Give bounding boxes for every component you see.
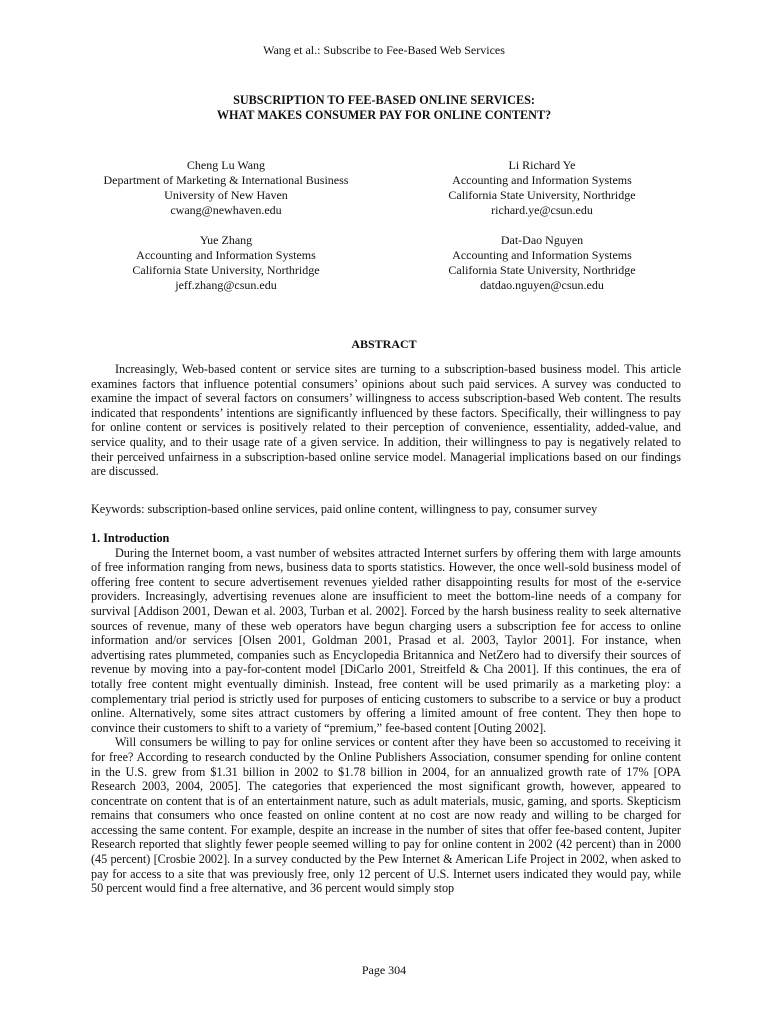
author-organization: California State University, Northridge <box>448 263 636 277</box>
paper-title <box>0 93 768 123</box>
author-block <box>392 233 692 293</box>
abstract-paragraph: Increasingly, Web-based content or service sites are turning to a subscription-based business model. This article examines factors that influence potential consumers’ opinions about such paid services. A survey was conducted to examine the impact of several factors on consumers’ willingness to access subscription-based Web content. The results indicated that respondents’ intentions are significantly influenced by these factors. Specifically, their willingness to pay for online content or services is positively related to their perception of convenience, essentiality, added-value, and service quality, and to their usage rate of a given service. In addition, their willingness to pay is negatively related to their perceived unfairness in a subscription-based online service model. Managerial implications based on our findings are discussed. <box>91 362 681 479</box>
author-department: Accounting and Information Systems <box>452 173 632 187</box>
author-name: Dat-Dao Nguyen <box>500 233 584 247</box>
paper-title-line-1: SUBSCRIPTION TO FEE-BASED ONLINE SERVICES: <box>233 93 535 107</box>
introduction-section <box>91 531 681 896</box>
author-name: Cheng Lu Wang <box>186 158 266 172</box>
author-email: richard.ye@csun.edu <box>491 203 593 217</box>
author-name: Yue Zhang <box>199 233 253 247</box>
running-header: Wang et al.: Subscribe to Fee-Based Web Services <box>263 43 505 57</box>
abstract-body <box>91 362 681 479</box>
author-block <box>76 158 376 218</box>
keywords-line: Keywords: subscription-based online services, paid online content, willingness to pay, consumer survey <box>91 502 598 516</box>
abstract-heading: ABSTRACT <box>351 337 417 351</box>
author-email: jeff.zhang@csun.edu <box>175 278 277 292</box>
body-paragraph: Will consumers be willing to pay for online services or content after they have been so accustomed to receiving it for free? According to research conducted by the Online Publishers Association, consumer spending for online content in the U.S. grew from $1.31 billion in 2002 to $1.78 billion in 2004, for an annualized growth rate of 17% [OPA Research 2003, 2004, 2005]. The categories that experienced the most significant growth, however, appeared to concentrate on content that is of an entertainment nature, such as adult materials, music, gaming, and sports. Skepticism remains that consumers who once feasted on online content at no cost are now ready and willing to be charged for accessing the same content. For example, despite an increase in the number of sites that offer fee-based content, Jupiter Research reported that slightly fewer people seemed willing to pay for online content in 2002 (42 percent) than in 2000 (45 percent) [Crosbie 2002]. In a survey conducted by the Pew Internet & American Life Project in 2002, when asked to pay for access to a site that was previously free, only 12 percent of U.S. Internet users indicated they would pay, while 50 percent would find a free alternative, and 36 percent would simply stop <box>91 735 681 896</box>
author-block <box>392 158 692 218</box>
author-department: Department of Marketing & International Business <box>103 173 349 187</box>
paper-title-line-2: WHAT MAKES CONSUMER PAY FOR ONLINE CONTENT? <box>216 108 552 122</box>
author-email: datdao.nguyen@csun.edu <box>480 278 604 292</box>
section-heading: 1. Introduction <box>91 531 170 545</box>
author-email: cwang@newhaven.edu <box>170 203 282 217</box>
body-paragraph: During the Internet boom, a vast number of websites attracted Internet surfers by offering them with large amounts of free information ranging from news, business data to sports statistics. However, the once well-sold business model of offering free content to secure advertisement revenues yielded rather disappointing results for most of the e-service providers. Increasingly, advertising revenues alone are insufficient to meet the bottom-line needs of a company for survival [Addison 2001, Dewan et al. 2003, Turban et al. 2002]. Forced by the harsh business reality to seek alternative sources of revenue, many of these web operators have begun charging users a subscription fee for access to online information and/or services [Olsen 2001, Goldman 2001, Prasad et al. 2003, Taylor 2001]. For instance, when advertising rates plummeted, companies such as Encyclopedia Britannica and NetZero had to diversify their sources of revenue by moving into a pay-for-content model [DiCarlo 2001, Streitfeld & Cha 2001]. If this continues, the era of totally free content might eventually diminish. Instead, free content will be used primarily as a marketing ploy: a complementary trial period is strictly used for purposes of enticing customers to subscribe to a service or buy a product online. Alternatively, some sites attract customers by offering a limited amount of free content. They then hope to convince their customers to shift to a variety of “premium,” fee-based content [Outing 2002]. <box>91 545 681 735</box>
author-block <box>76 233 376 293</box>
author-organization: California State University, Northridge <box>132 263 320 277</box>
author-name: Li Richard Ye <box>508 158 576 172</box>
page-number: Page 304 <box>361 963 407 977</box>
author-organization: California State University, Northridge <box>448 188 636 202</box>
author-department: Accounting and Information Systems <box>452 248 632 262</box>
author-department: Accounting and Information Systems <box>136 248 316 262</box>
author-organization: University of New Haven <box>164 188 288 202</box>
